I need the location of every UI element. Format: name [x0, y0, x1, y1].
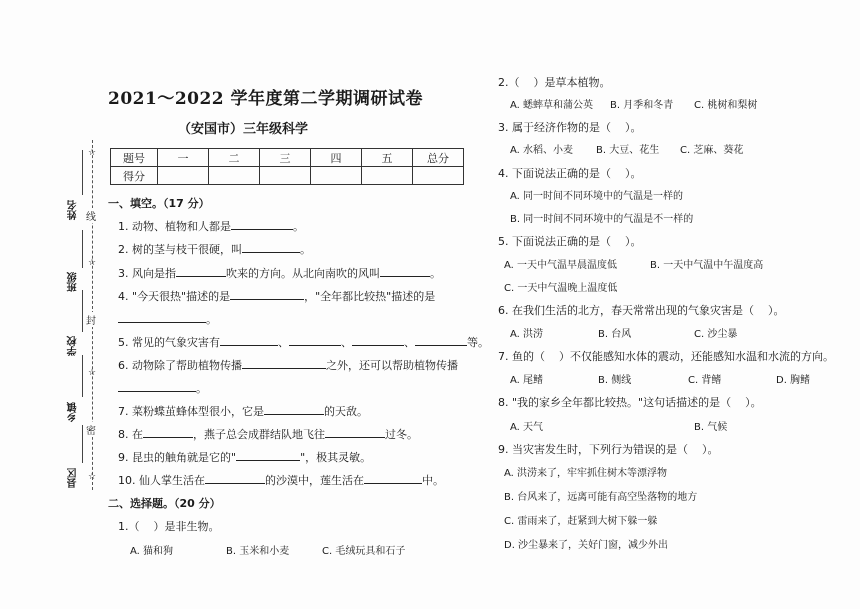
answer-blank[interactable] — [242, 242, 300, 253]
answer-blank[interactable] — [380, 266, 430, 277]
answer-blank[interactable] — [205, 473, 265, 484]
secret-mark: 密 — [86, 422, 96, 437]
choice-option[interactable]: A. 一天中气温早晨温度低 — [504, 260, 618, 271]
answer-blank[interactable] — [230, 289, 304, 300]
choice-question-4: 4. 下面说法正确的是（ ）。 — [498, 167, 642, 180]
choice-option[interactable]: C. 芝麻、葵花 — [680, 145, 744, 156]
score-input-cell[interactable] — [260, 167, 311, 185]
score-input-cell[interactable] — [209, 167, 260, 185]
score-input-cell[interactable] — [413, 167, 464, 185]
answer-blank[interactable] — [118, 312, 206, 323]
question-5: 5. 常见的气象灾害有 、 、 、 等。 — [118, 336, 489, 349]
score-cell: 四 — [311, 149, 362, 167]
question-4: 4. "今天很热"描述的是 ，"全年都比较热"描述的是 — [118, 290, 436, 303]
question-3: 3. 风向是指 吹来的方向。从北向南吹的风叫 。 — [118, 267, 441, 280]
score-input-cell[interactable] — [362, 167, 413, 185]
choice-option[interactable]: C. 桃树和梨树 — [694, 100, 758, 111]
score-cell: 五 — [362, 149, 413, 167]
choice-option[interactable]: A. 尾鳍 — [510, 375, 544, 386]
answer-blank[interactable] — [415, 335, 467, 346]
answer-blank[interactable] — [220, 335, 278, 346]
exam-title: 2021～2022 学年度第二学期调研试卷 — [108, 89, 424, 109]
choice-option[interactable]: C. 一天中气温晚上温度低 — [504, 283, 618, 294]
score-cell: 得分 — [111, 167, 158, 185]
question-4-cont: 。 — [118, 311, 217, 327]
binding-strip — [62, 140, 108, 490]
score-input-cell[interactable] — [158, 167, 209, 185]
score-table — [110, 148, 464, 185]
choice-option[interactable]: D. 胸鳍 — [776, 375, 811, 386]
question-9: 9. 昆虫的触角就是它的" "，极其灵敏。 — [118, 451, 372, 464]
seal-mark: 封 — [86, 312, 96, 327]
choice-option[interactable]: A. 天气 — [510, 422, 544, 433]
choice-option[interactable]: A. 洪涝来了，牢牢抓住树木等漂浮物 — [504, 468, 668, 479]
line-mark: 线 — [86, 208, 96, 223]
school-label: 学校 — [68, 336, 79, 356]
question-6-cont: 。 — [118, 380, 207, 396]
choice-option[interactable]: A. 水稻、小麦 — [510, 145, 574, 156]
choice-option[interactable]: A. 同一时间不同环境中的气温是一样的 — [510, 191, 684, 202]
township-field[interactable] — [82, 355, 83, 397]
name-field[interactable] — [82, 150, 83, 195]
answer-blank[interactable] — [325, 427, 385, 438]
star-mark: ☆ — [88, 368, 97, 378]
school-field[interactable] — [82, 290, 83, 332]
question-8: 8. 在 ，燕子总会成群结队地飞往 过冬。 — [118, 428, 418, 441]
choice-option[interactable]: A. 猫和狗 — [130, 546, 174, 557]
score-cell: 二 — [209, 149, 260, 167]
choice-question-1: 1.（ ）是非生物。 — [118, 520, 220, 533]
choice-option[interactable]: D. 沙尘暴来了，关好门窗，减少外出 — [504, 540, 669, 551]
choice-option[interactable]: B. 玉米和小麦 — [226, 546, 290, 557]
choice-question-8: 8. "我的家乡全年都比较热。"这句话描述的是（ ）。 — [498, 396, 762, 409]
choice-question-6: 6. 在我们生活的北方，春天常常出现的气象灾害是（ ）。 — [498, 304, 785, 317]
choice-option[interactable]: B. 一天中气温中午温度高 — [650, 260, 764, 271]
answer-blank[interactable] — [231, 219, 293, 230]
choice-option[interactable]: B. 台风 — [598, 329, 632, 340]
class-field[interactable] — [82, 230, 83, 268]
question-1: 1. 动物、植物和人都是 。 — [118, 220, 304, 233]
answer-blank[interactable] — [364, 473, 422, 484]
name-label: 姓名 — [68, 200, 79, 220]
choice-option[interactable]: B. 月季和冬青 — [610, 100, 674, 111]
score-cell: 一 — [158, 149, 209, 167]
choice-option[interactable]: C. 沙尘暴 — [694, 329, 738, 340]
answer-blank[interactable] — [264, 404, 324, 415]
township-label: 乡镇 — [68, 402, 79, 422]
question-10: 10. 仙人掌生活在 的沙漠中，莲生活在 中。 — [118, 474, 444, 487]
question-7: 7. 菜粉蝶茧蜂体型很小，它是 的天敌。 — [118, 405, 368, 418]
choice-question-5: 5. 下面说法正确的是（ ）。 — [498, 235, 642, 248]
choice-option[interactable]: B. 侧线 — [598, 375, 632, 386]
section-1-heading: 一、填空。（17 分） — [108, 197, 210, 210]
answer-blank[interactable] — [143, 427, 193, 438]
choice-option[interactable]: B. 台风来了，远离可能有高空坠落物的地方 — [504, 492, 698, 503]
section-2-heading: 二、选择题。（20 分） — [108, 497, 221, 510]
score-cell: 题号 — [111, 149, 158, 167]
answer-blank[interactable] — [118, 381, 196, 392]
question-6: 6. 动物除了帮助植物传播 之外，还可以帮助植物传播 — [118, 359, 458, 372]
answer-blank[interactable] — [176, 266, 226, 277]
choice-question-7: 7. 鱼的（ ）不仅能感知水体的震动，还能感知水温和水流的方向。 — [498, 350, 834, 363]
answer-blank[interactable] — [352, 335, 404, 346]
star-mark: ☆ — [88, 148, 97, 158]
choice-option[interactable]: C. 毛绒玩具和石子 — [322, 546, 406, 557]
score-cell: 三 — [260, 149, 311, 167]
star-mark: ☆ — [88, 472, 97, 482]
class-label: 班级 — [68, 272, 79, 292]
choice-option[interactable]: A. 蟋蟀草和蒲公英 — [510, 100, 594, 111]
choice-question-3: 3. 属于经济作物的是（ ）。 — [498, 121, 642, 134]
choice-option[interactable]: C. 雷雨来了，赶紧到大树下躲一躲 — [504, 516, 658, 527]
choice-option[interactable]: C. 背鳍 — [688, 375, 722, 386]
choice-option[interactable]: A. 洪涝 — [510, 329, 544, 340]
choice-option[interactable]: B. 气候 — [694, 422, 728, 433]
exam-subtitle: （安国市）三年级科学 — [178, 122, 309, 137]
choice-option[interactable]: B. 大豆、花生 — [596, 145, 660, 156]
star-mark: ☆ — [88, 258, 97, 268]
score-input-cell[interactable] — [311, 167, 362, 185]
answer-blank[interactable] — [289, 335, 341, 346]
county-label: 县区 — [68, 468, 79, 488]
answer-blank[interactable] — [242, 358, 326, 369]
score-cell: 总分 — [413, 149, 464, 167]
score-table-score-row — [111, 167, 464, 185]
choice-question-9: 9. 当灾害发生时，下列行为错误的是（ ）。 — [498, 443, 719, 456]
question-2: 2. 树的茎与枝干很硬，叫 。 — [118, 243, 311, 256]
county-field[interactable] — [82, 425, 83, 463]
choice-question-2: 2.（ ）是草本植物。 — [498, 76, 611, 89]
answer-blank[interactable] — [236, 450, 300, 461]
choice-option[interactable]: B. 同一时间不同环境中的气温是不一样的 — [510, 214, 694, 225]
score-table-header-row — [111, 149, 464, 167]
